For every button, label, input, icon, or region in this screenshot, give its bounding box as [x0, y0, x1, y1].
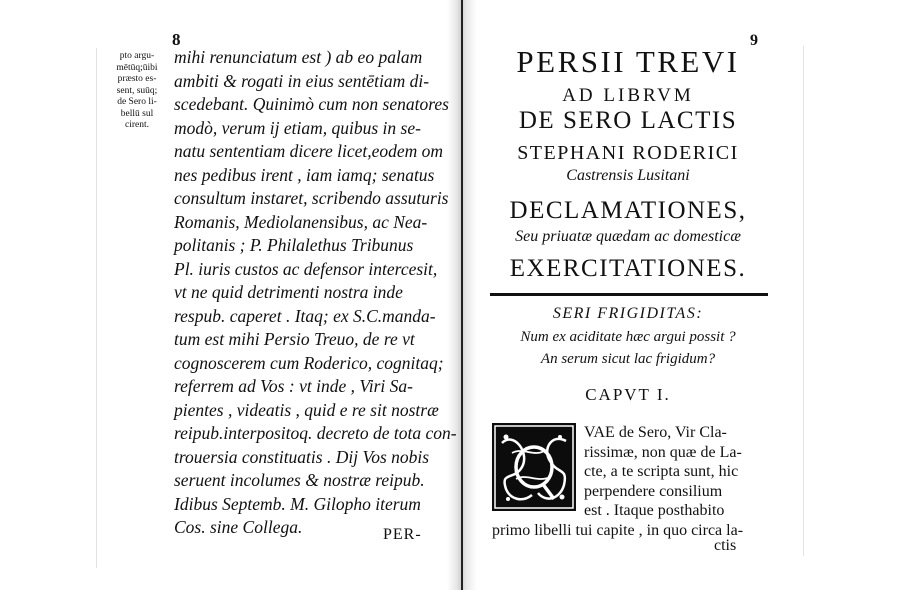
- marginal-line: præsto es-: [117, 74, 157, 84]
- text-line: vt ne quid detrimenti nostra inde: [174, 282, 403, 302]
- marginal-line: mētūq;ūibi: [116, 62, 158, 73]
- page-number-left: 8: [172, 30, 181, 49]
- catchword-right: ctis: [714, 537, 737, 554]
- text-line: referrem ad Vos : vt inde , Viri Sa-: [174, 376, 413, 396]
- left-page-edge: [96, 48, 97, 568]
- text-line: respub. caperet . Itaq; ex S.C.manda-: [174, 305, 436, 326]
- text-line: trouersia constituatis . Dij Vos nobis: [174, 446, 430, 467]
- text-line: tum est mihi Persio Treuo, de re vt: [174, 329, 415, 349]
- decorated-initial-q: [492, 423, 576, 511]
- text-line: scedebant. Quinimò cum non senatores: [174, 94, 449, 114]
- text-line: natu sententiam dicere licet,eodem om: [174, 141, 444, 161]
- question-heading: SERI FRIGIDITAS:: [552, 305, 704, 322]
- ornament-icon: [492, 423, 576, 511]
- text-line: VAE de Sero, Vir Cla-: [584, 424, 727, 441]
- title-line: Seu priuatæ quædam ac domesticæ: [515, 228, 741, 245]
- text-line: cognoscerem cum Roderico, cognitaq;: [174, 352, 444, 373]
- marginal-line: de Sero li-: [117, 97, 157, 107]
- title-author: PERSII TREVI: [516, 44, 740, 79]
- catchword-left: PER-: [383, 526, 422, 543]
- text-line: politanis ; P. Philalethus Tribunus: [174, 235, 414, 255]
- text-line: seruent incolumes & nostræ reipub.: [174, 470, 425, 490]
- horizontal-rule: [490, 293, 768, 296]
- text-line: rissimæ, non quæ de La-: [584, 443, 742, 461]
- text-line: modò, verum ij etiam, quibus in se-: [174, 117, 421, 138]
- left-body-text: [174, 46, 464, 540]
- text-line: mihi renunciatum est ) ab eo palam: [174, 47, 423, 67]
- text-line: consultum instaret, scribendo assuturis: [174, 188, 449, 208]
- text-line: ambiti & rogati in eius sentētiam di-: [174, 70, 430, 91]
- text-line: primo libelli tui capite , in quo circa la-: [492, 521, 744, 539]
- title-line: AD LIBRVM: [562, 85, 694, 106]
- left-page: [100, 0, 457, 590]
- text-line: cte, a te scripta sunt, hic: [584, 463, 739, 480]
- marginal-note: [104, 51, 170, 132]
- text-line: perpendere consilium: [584, 482, 723, 500]
- title-line: EXERCITATIONES.: [509, 255, 747, 282]
- title-line: STEPHANI RODERICI: [517, 142, 739, 164]
- text-line: nes pedibus irent , iam iamq; senatus: [174, 164, 435, 185]
- marginal-line: sent, suūq;: [116, 85, 158, 96]
- marginal-line: cirent.: [124, 120, 149, 130]
- marginal-line: bellū sul: [120, 108, 154, 119]
- text-line: reipub.interpositoq. decreto de tota con-: [174, 423, 457, 443]
- right-body-text: [492, 423, 784, 540]
- right-page: [478, 0, 808, 590]
- question-line: Num ex aciditate hæc argui possit ?: [520, 329, 736, 345]
- text-line: Cos. sine Collega.: [174, 517, 303, 537]
- text-line: Pl. iuris custos ac defensor intercesit,: [174, 258, 438, 279]
- title-line: Castrensis Lusitani: [566, 167, 690, 184]
- text-line: pientes , videatis , quid e re sit nostræ: [174, 399, 439, 420]
- title-line: DE SERO LACTIS: [518, 107, 738, 134]
- question-line: An serum sicut lac frigidum?: [540, 351, 716, 367]
- text-line: Romanis, Mediolanensibus, ac Nea-: [174, 211, 428, 232]
- marginal-line: pto argu-: [119, 51, 155, 61]
- title-line: DECLAMATIONES,: [509, 197, 747, 224]
- chapter-heading: CAPVT I.: [585, 385, 671, 404]
- text-line: est . Itaque posthabito: [584, 502, 725, 519]
- text-line: Idibus Septemb. M. Gilopho iterum: [174, 493, 421, 514]
- page-number-right: 9: [750, 32, 758, 49]
